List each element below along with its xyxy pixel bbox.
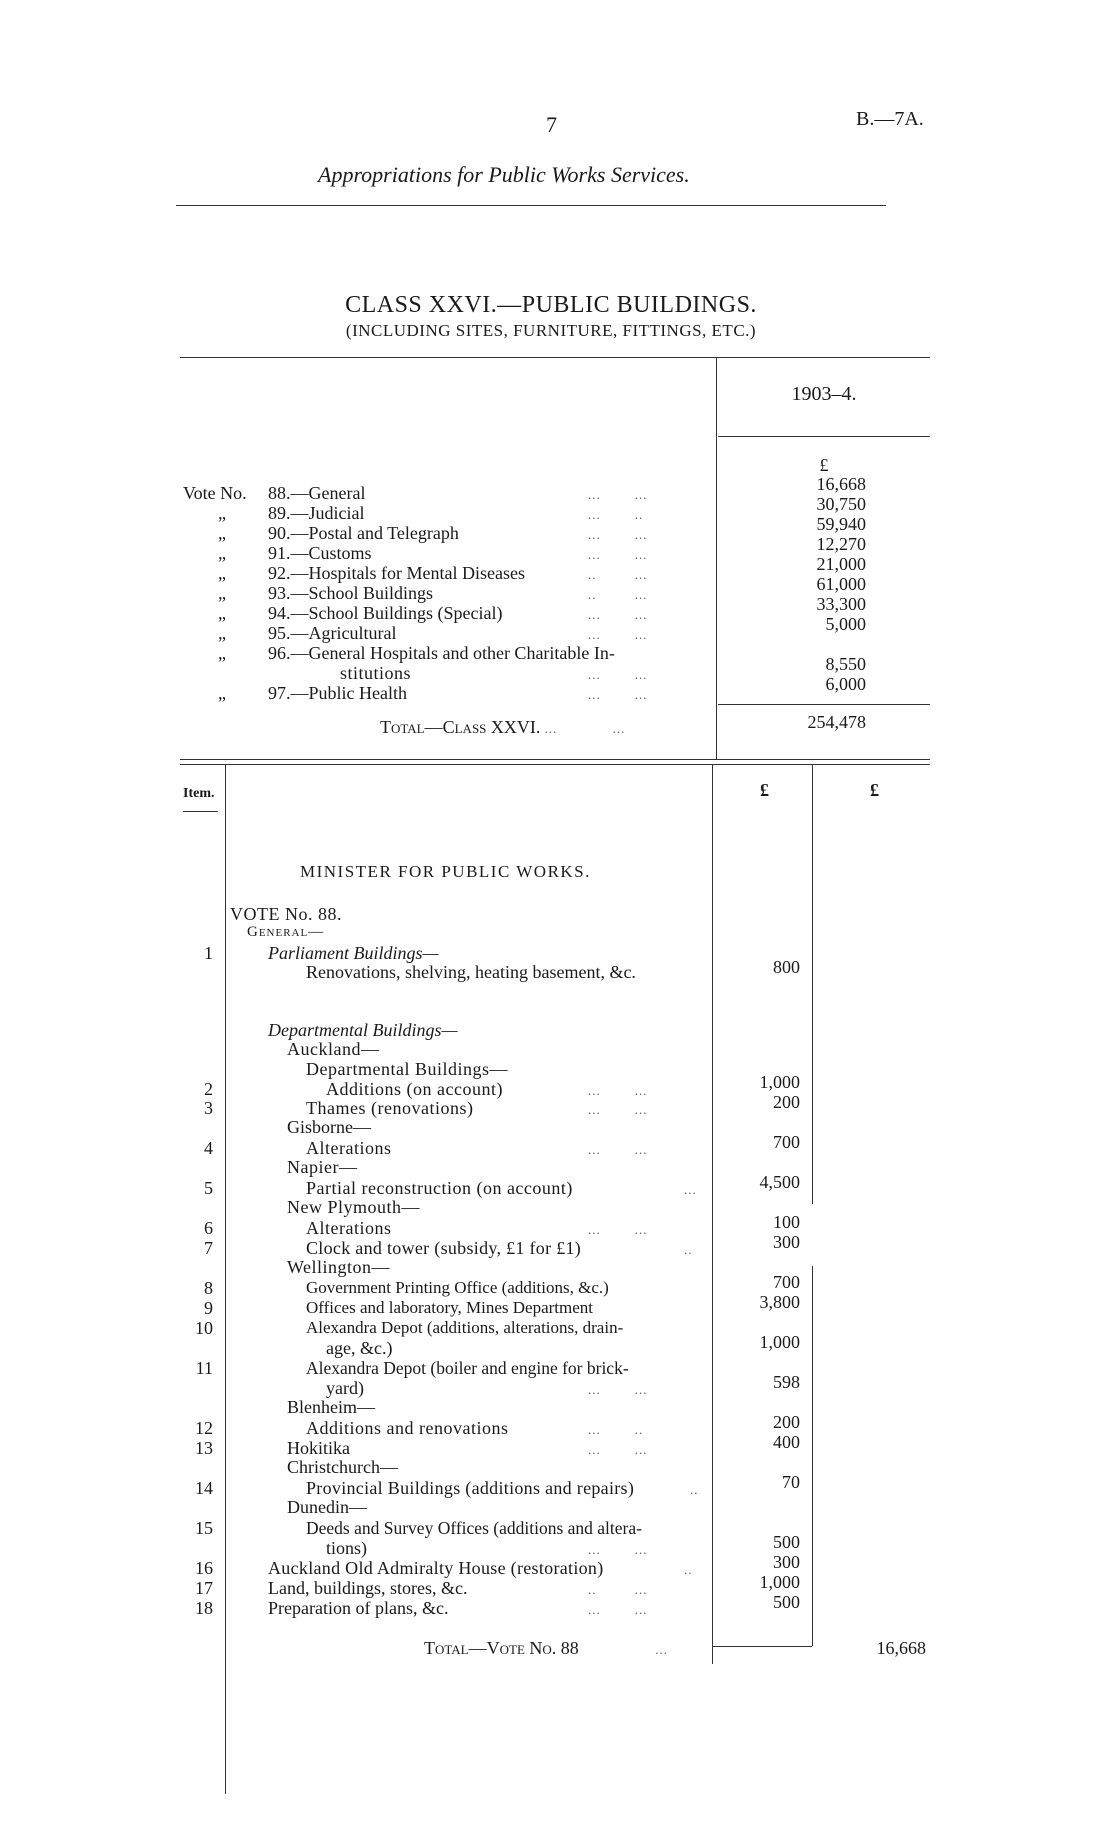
item-description: Clock and tower (subsidy, £1 for £1) [306,1238,582,1258]
summary-year-header: 1903–4. [791,383,857,405]
item-description: tions) [326,1538,368,1558]
item-amount: 300 [773,1552,800,1572]
item-amount: 800 [773,957,800,977]
leader-dots: ... ... [588,547,648,562]
summary-column-rule [716,357,717,759]
item-description: Alexandra Depot (boiler and engine for brick- [306,1358,629,1378]
leader-dots: ... ... [588,527,648,542]
summary-row-label: 93.—School Buildings [268,583,434,603]
item-amount: 1,000 [759,1332,800,1352]
item-number: 17 [195,1578,213,1598]
leader-dots: ... ... [588,1083,648,1098]
leader-dots: .. ... [588,567,648,582]
leader-dots: .. ... [588,1582,648,1597]
item-description: Alterations [306,1218,392,1238]
leader-dots: ... ... [588,487,648,502]
vote-total-rule [712,1646,812,1647]
item-description: Additions (on account) [326,1079,503,1099]
item-amount: 400 [773,1432,800,1452]
ditto-mark: „ [218,603,226,623]
item-amount: 598 [773,1372,800,1392]
item-number: 14 [195,1478,213,1498]
item-amount: 100 [773,1212,800,1232]
location-heading: Christchurch— [287,1457,398,1477]
item-description: Thames (renovations) [306,1098,474,1118]
item-description: Partial reconstruction (on account) [306,1178,573,1198]
item-header-rule [183,811,218,812]
item-description: Preparation of plans, &c. [268,1598,449,1618]
item-number: 2 [204,1079,213,1099]
leader-dots: .. [684,1242,693,1257]
summary-row-label: 89.—Judicial [268,503,365,523]
leader-dots: .. [690,1482,699,1497]
minister-heading: MINISTER FOR PUBLIC WORKS. [300,862,591,881]
vote-total-label [424,1638,668,1659]
item-description: Alterations [306,1138,392,1158]
general-heading: General— [247,924,325,940]
page-subtitle: Appropriations for Public Works Services. [318,162,690,187]
item-number: 8 [204,1278,213,1298]
amount-column-currency: £ [760,780,769,800]
leader-dots: ... [578,1642,669,1657]
item-number: 6 [204,1218,213,1238]
leader-dots: ... ... [588,1542,648,1557]
total-column-rule [812,764,813,1204]
item-description: Provincial Buildings (additions and repairs) [306,1478,635,1498]
item-amount: 3,800 [759,1292,800,1312]
summary-row-amount: 12,270 [816,534,866,554]
total-column-currency: £ [870,780,879,800]
summary-total-rule [718,704,930,705]
item-amount: 1,000 [759,1072,800,1092]
summary-row-amount: 21,000 [816,554,866,574]
summary-year-rule [718,436,930,437]
vote-no-label: Vote No. [183,483,247,503]
item-column-header: Item. [183,786,215,801]
summary-row-amount: 59,940 [816,514,866,534]
item-description: Deeds and Survey Offices (additions and altera- [306,1518,642,1538]
item-amount: 4,500 [759,1172,800,1192]
leader-dots: ... ... [588,627,648,642]
summary-currency: £ [819,455,829,475]
ditto-mark: „ [218,683,226,703]
ditto-mark: „ [218,503,226,523]
leader-dots: ... [684,1182,697,1197]
leader-dots: ... ... [588,667,648,682]
item-number: 3 [204,1098,213,1118]
item-description: Renovations, shelving, heating basement, &c. [306,962,636,982]
leader-dots: ... ... [588,1602,648,1617]
item-description: Hokitika [287,1438,350,1458]
item-number: 4 [204,1138,213,1158]
item-column-rule [225,764,226,1794]
leader-dots: ... ... [588,607,648,622]
item-number: 7 [204,1238,213,1258]
summary-row-label: 95.—Agricultural [268,623,397,643]
class-subtitle: (INCLUDING SITES, FURNITURE, FITTINGS, ETC.) [345,321,757,340]
location-heading: Auckland— [287,1039,380,1059]
summary-row-amount: 33,300 [816,594,866,614]
summary-row-amount: 30,750 [816,494,866,514]
item-number: 1 [204,943,213,963]
location-heading: Napier— [287,1157,358,1177]
summary-total-label [380,717,625,738]
item-amount: 500 [773,1592,800,1612]
summary-row-label: stitutions [340,663,412,683]
ditto-mark: „ [218,543,226,563]
leader-dots: ... ... [588,1222,648,1237]
item-number: 10 [195,1318,213,1338]
leader-dots: .. ... [588,587,648,602]
item-description: Offices and laboratory, Mines Department [306,1298,594,1317]
location-heading: Gisborne— [287,1117,371,1137]
item-amount: 500 [773,1532,800,1552]
summary-row-amount: 16,668 [816,474,866,494]
page-number: 7 [546,112,557,137]
item-number: 5 [204,1178,213,1198]
item-description: Alexandra Depot (additions, alterations, drain- [306,1318,624,1337]
parliament-heading: Parliament Buildings— [268,943,439,963]
ditto-mark: „ [218,623,226,643]
ditto-mark: „ [218,583,226,603]
item-description: Government Printing Office (additions, &c.) [306,1278,609,1297]
summary-row-label: 92.—Hospitals for Mental Diseases [268,563,525,583]
leader-dots: ... ... [588,1102,648,1117]
item-description: Auckland Old Admiralty House (restoration) [268,1558,604,1578]
item-number: 12 [195,1418,213,1438]
vote-total-text: Total—Vote No. 88 [424,1638,579,1658]
summary-row-amount: 61,000 [816,574,866,594]
summary-bottom-rule [180,759,930,760]
item-amount: 1,000 [759,1572,800,1592]
ditto-mark: „ [218,563,226,583]
summary-row-label: 90.—Postal and Telegraph [268,523,459,543]
leader-dots: ... ... [588,687,648,702]
item-amount: 200 [773,1092,800,1112]
summary-total-text: Total—Class XXVI. [380,717,541,737]
location-heading: Blenheim— [287,1397,375,1417]
leader-dots: ... .. [588,1422,644,1437]
leader-dots: ... ... [588,1382,648,1397]
item-number: 16 [195,1558,213,1578]
amount-column-rule [712,764,713,1664]
class-title: CLASS XXVI.—PUBLIC BUILDINGS. [345,292,757,318]
location-heading: Dunedin— [287,1497,367,1517]
summary-bottom-rule-double [180,764,930,765]
summary-row-label: 96.—General Hospitals and other Charitable In- [268,643,615,663]
item-description: age, &c.) [326,1338,393,1358]
summary-row-amount: 6,000 [825,674,866,694]
item-number: 15 [195,1518,213,1538]
total-column-rule-lower [812,1266,813,1646]
summary-row-label: 97.—Public Health [268,683,407,703]
location-heading: New Plymouth— [287,1197,421,1217]
summary-top-rule [180,357,930,358]
item-number: 13 [195,1438,213,1458]
sub-heading: Departmental Buildings— [306,1059,508,1079]
summary-total-amount: 254,478 [807,712,866,732]
summary-row-amount: 5,000 [825,614,866,634]
item-number: 9 [204,1298,213,1318]
vote-heading: VOTE No. 88. [230,904,342,924]
item-description: yard) [326,1378,364,1398]
item-description: Land, buildings, stores, &c. [268,1578,468,1598]
summary-row-label: 94.—School Buildings (Special) [268,603,503,623]
item-amount: 700 [773,1132,800,1152]
summary-row-amount: 8,550 [825,654,866,674]
ditto-mark: „ [218,643,226,663]
ditto-mark: „ [218,523,226,543]
summary-row-label: 88.—General [268,483,366,503]
item-amount: 70 [782,1472,800,1492]
header-rule [176,205,886,206]
item-number: 18 [195,1598,213,1618]
leader-dots: ... ... [540,721,626,736]
document-reference: B.—7A. [856,108,924,130]
departmental-heading: Departmental Buildings— [268,1020,458,1040]
item-amount: 300 [773,1232,800,1252]
location-heading: Wellington— [287,1257,391,1277]
leader-dots: .. [684,1562,693,1577]
leader-dots: ... ... [588,1442,648,1457]
vote-total-amount: 16,668 [876,1638,926,1658]
leader-dots: ... ... [588,1142,648,1157]
leader-dots: ... .. [588,507,644,522]
item-amount: 700 [773,1272,800,1292]
item-number: 11 [195,1358,213,1378]
item-description: Additions and renovations [306,1418,509,1438]
item-amount: 200 [773,1412,800,1432]
summary-row-label: 91.—Customs [268,543,372,563]
